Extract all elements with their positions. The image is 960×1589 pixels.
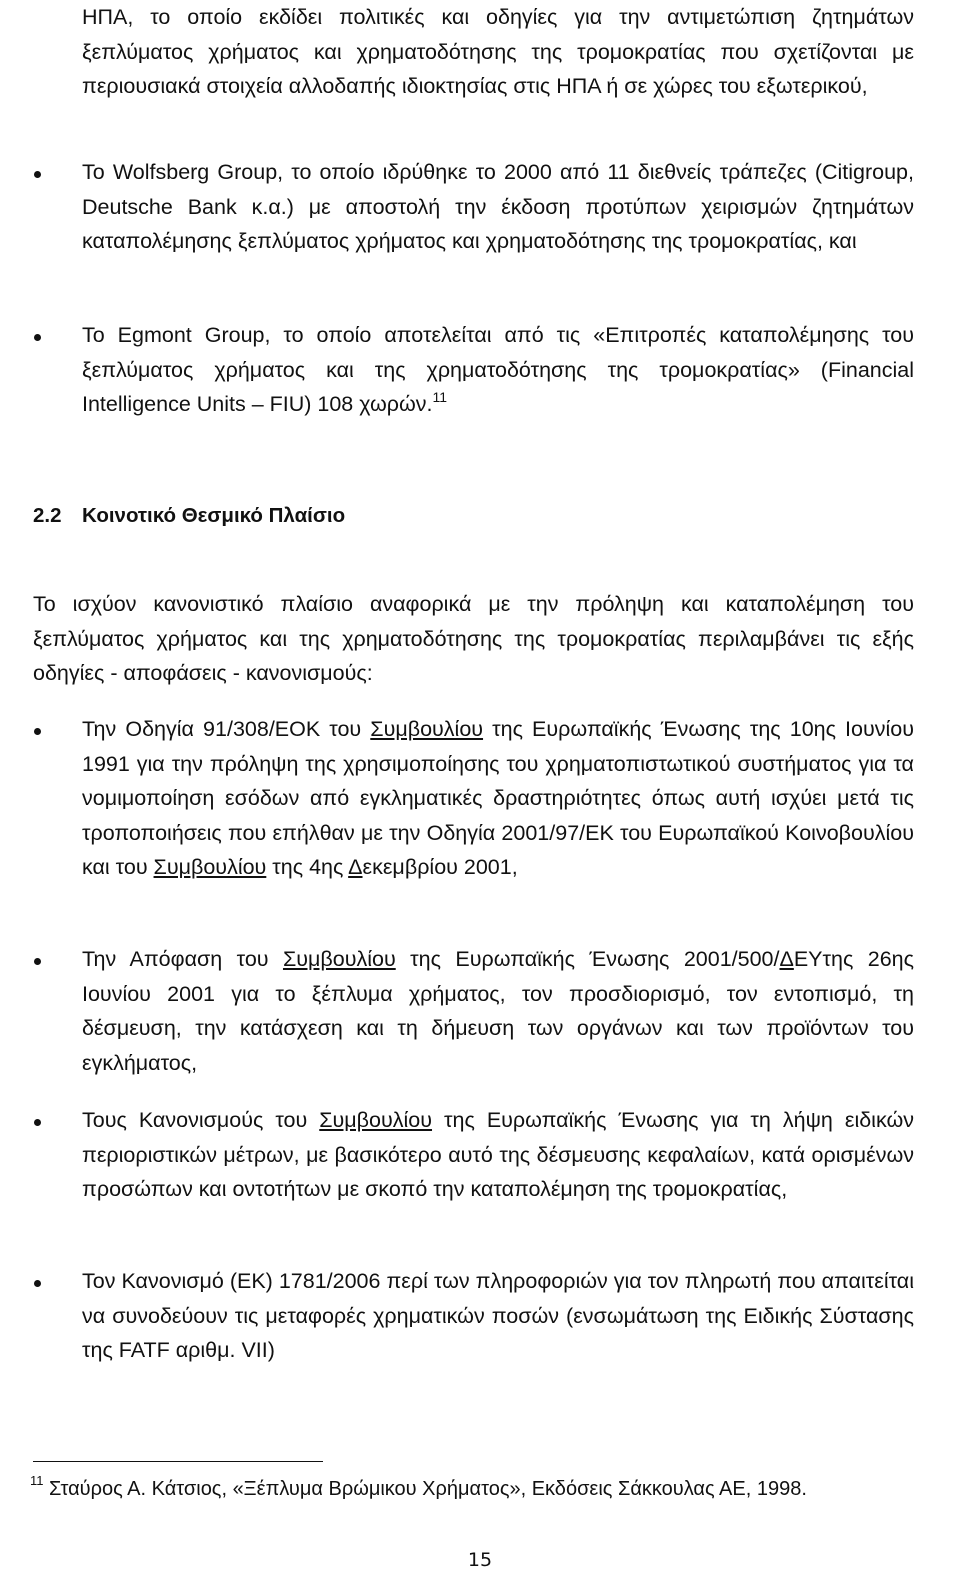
continuation-paragraph: ΗΠΑ, το οποίο εκδίδει πολιτικές και οδηγίες για την αντιμετώπιση ζητημάτων ξεπλύματος χρήματος και χρηματοδότησης της τρομοκρατίας που σχετίζονται με περιουσιακά στοιχεία αλλοδαπής ιδιοκτησίας στις ΗΠΑ ή σε χώρες του εξωτερικού, [82,5,914,98]
section-title: Κοινοτικό Θεσμικό Πλαίσιο [82,504,346,527]
bullet-icon [34,171,41,178]
footnote-number: 11 [30,1473,44,1488]
footnote [30,1474,807,1504]
footnote-separator [33,1461,323,1462]
bullet-icon [34,334,41,341]
list-item-text: Το Wolfsberg Group, το οποίο ιδρύθηκε το 2000 από 11 διεθνείς τράπεζες (Citigroup, Deutsche Bank κ.α.) με αποστολή την έκδοση προτύπων χειρισμών ζητημάτων καταπολέμησης ξεπλύματος χρήματος και χρηματοδότησης της τρομοκρατίας, και [82,160,914,253]
intro-paragraph: Το ισχύον κανονιστικό πλαίσιο αναφορικά με την πρόληψη και καταπολέμηση του ξεπλύματος χρήματος και της χρηματοδότησης της τρομοκρατίας περιλαμβάνει τις εξής οδηγίες - αποφάσεις - κανονισμούς: [33,592,914,685]
footnote-reference[interactable]: 11 [432,389,448,405]
list-item-text: Το Egmont Group, το οποίο αποτελείται από τις «Επιτροπές καταπολέμησης του ξεπλύματος χρήματος και της χρηματοδότησης της τρομοκρατίας» (Financial Intelligence Units – FIU) 108 χωρών.$^{11}$ [82,323,914,416]
list-item-text: Την Απόφαση του Συμβουλίου της Ευρωπαϊκής Ένωσης 2001/500/ΔΕΥτης 26ης Ιουνίου 2001 για το ξέπλυμα χρήματος, τον προσδιορισμό, τον εντοπισμό, τη δέσμευση, την κατάσχεση και τη δήμευση των οργάνων και των προϊόντων του εγκλήματος, [82,947,914,1075]
bullet-icon [34,1119,41,1126]
section-number: 2.2 [33,504,62,527]
bullet-icon [34,728,41,735]
page-number: 15 [467,1549,493,1571]
list-item-text: Την Οδηγία 91/308/ΕΟΚ του Συμβουλίου της Ευρωπαϊκής Ένωσης της 10ης Ιουνίου 1991 για την πρόληψη της χρησιμοποίησης του χρηματοπιστωτικού συστήματος για τα νομιμοποίηση εσόδων από εγκληματικές δραστηριότητες όπως αυτή ισχύει μετά τις τροποποιήσεις που επήλθαν με την Οδηγία 2001/97/ΕΚ του Ευρωπαϊκού Κοινοβουλίου και του Συμβουλίου της 4ης Δεκεμβρίου 2001, [82,717,914,879]
list-item-text: Τους Κανονισμούς του Συμβουλίου της Ευρωπαϊκής Ένωσης για τη λήψη ειδικών περιοριστικών μέτρων, με βασικότερο αυτό της δέσμευσης κεφαλαίων, κατά ορισμένων προσώπων και οντοτήτων με σκοπό την καταπολέμηση της τρομοκρατίας, [82,1108,914,1201]
footnote-text: Σταύρος Α. Κάτσιος, «Ξέπλυμα Βρώμικου Χρήματος», Εκδόσεις Σάκκουλας ΑΕ, 1998. [43,1478,807,1500]
list-item-text: Τον Κανονισμό (ΕΚ) 1781/2006 περί των πληροφοριών για τον πληρωτή που απαιτείται να συνοδεύουν τις μεταφορές χρηματικών ποσών (ενσωμάτωση της Ειδικής Σύστασης της FATF αριθμ. VII) [82,1269,914,1362]
bullet-icon [34,958,41,965]
bullet-icon [34,1280,41,1287]
